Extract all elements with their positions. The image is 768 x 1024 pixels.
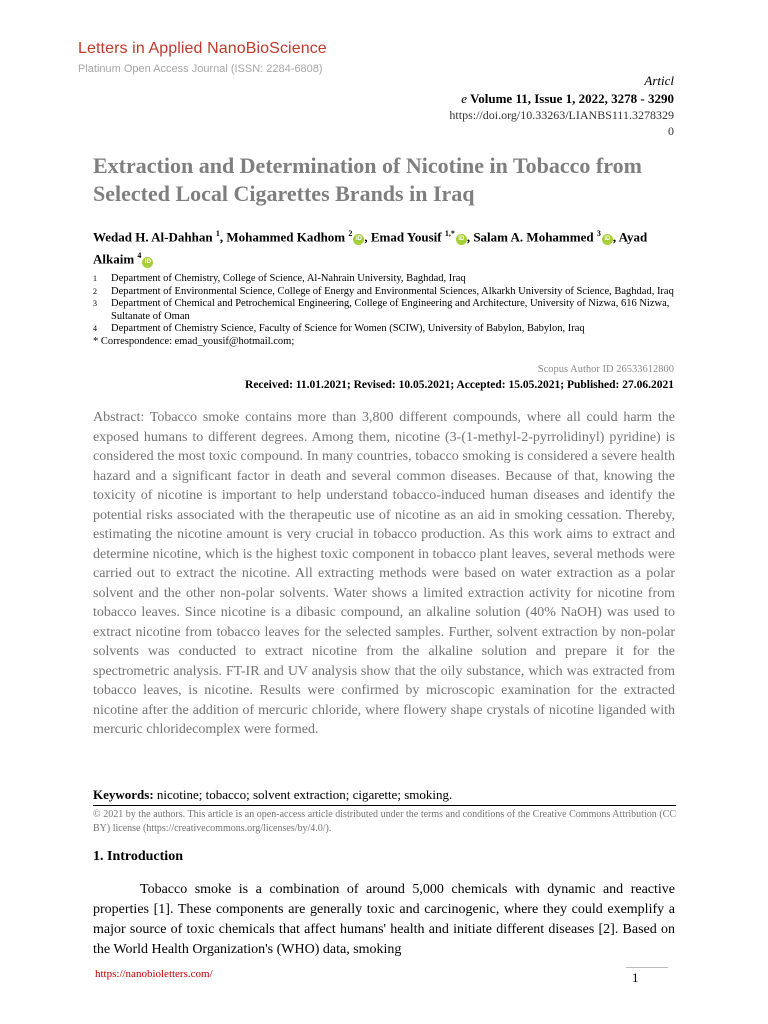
keywords: [93, 787, 676, 803]
author-name: Wedad H. Al-Dahhan: [93, 229, 216, 245]
affiliation-item: [93, 298, 676, 323]
affiliation-number: 4: [93, 324, 97, 334]
orcid-icon[interactable]: iD: [602, 234, 613, 245]
journal-name: Letters in Applied NanoBioScience: [78, 40, 327, 57]
affiliation-number: 1: [93, 274, 97, 283]
affiliation-number: 2: [93, 286, 97, 296]
affiliation-text: Department of Chemistry, College of Science, Al-Nahrain University, Baghdad, Iraq: [111, 273, 466, 284]
doi-link-tail[interactable]: 0: [668, 124, 674, 138]
affiliation-text: Department of Chemical and Petrochemical Engineering, College of Engineering and Architecture, University of Nizwa, 616 Nizwa, Sultanate of Oman: [111, 298, 670, 322]
footer-website-link[interactable]: https://nanobioletters.com/: [95, 968, 213, 980]
affiliation-item: [93, 273, 676, 286]
author-affiliation-mark: 1: [215, 229, 220, 238]
orcid-icon[interactable]: iD: [142, 257, 153, 268]
author-name: Salam A. Mohammed: [473, 229, 597, 245]
section-heading: 1. Introduction: [93, 849, 183, 864]
journal-subtitle: Platinum Open Access Journal (ISSN: 2284-6808): [78, 63, 323, 75]
author-name: Ayad Alkaim: [93, 229, 648, 267]
keywords-text: nicotine; tobacco; solvent extraction; cigarette; smoking.: [153, 787, 453, 802]
affiliation-item: [93, 286, 676, 299]
author-affiliation-mark: 3: [596, 229, 601, 238]
page-number: 1: [632, 970, 639, 985]
publication-dates: Received: 11.01.2021; Revised: 10.05.2021; Accepted: 15.05.2021; Published: 27.06.2021: [245, 379, 674, 391]
keywords-label: Keywords:: [93, 787, 154, 802]
article-type: Articl: [644, 73, 674, 88]
affiliations: [93, 273, 676, 349]
author-name: Mohammed Kadhom: [226, 229, 349, 245]
volume-info: [461, 91, 674, 107]
affiliation-item: [93, 323, 676, 336]
doi-link[interactable]: https://doi.org/10.33263/LIANBS111.3278329: [449, 108, 674, 122]
divider: [93, 805, 676, 806]
volume-prefix: e: [461, 91, 468, 106]
license-notice: © 2021 by the authors. This article is an open-access article distributed under the terms and conditions of the Creative Commons Attribution (CC BY) license (https://creativecommons.org/licenses/by/4.0/).: [93, 809, 676, 834]
author-name: Emad Yousif: [370, 229, 445, 245]
author-affiliation-mark: 4: [137, 251, 142, 261]
paper-title: Extraction and Determination of Nicotine in Tobacco from Selected Local Cigarettes Brands in Iraq: [93, 153, 642, 206]
volume-text: Volume 11, Issue 1, 2022, 3278 - 3290: [470, 91, 674, 106]
affiliation-text: Department of Chemistry Science, Faculty of Science for Women (SCIW), University of Babylon, Babylon, Iraq: [111, 323, 585, 335]
affiliation-number: 3: [93, 299, 97, 309]
author-list: Wedad H. Al-Dahhan $^1$, Mohammed Kadhom $^2$iD , Emad Yousif $^{1,*}$iD , Salam A. Mohammed $^3$iD , Ayad Alkaim $^4$iD: [93, 229, 648, 267]
orcid-icon[interactable]: iD: [456, 234, 467, 245]
author-affiliation-mark: 1,*: [444, 229, 455, 238]
abstract: Abstract: Tobacco smoke contains more than 3,800 different compounds, where all could harm the exposed humans to different degrees. Among them, nicotine (3-(1-methyl-2-pyrrolidinyl) pyridine) is considered the most toxic compound. In many countries, tobacco smoking is considered a severe health hazard and a significant factor in death and several common diseases. Because of that, knowing the toxicity of nicotine is important to help understand tobacco-induced human diseases and identify the potential risks associated with the therapeutic use of nicotine as an aid in smoking cessation. Thereby, estimating the nicotine amount is very crucial in tobacco production. As this work aims to extract and determine nicotine, which is the highest toxic component in tobacco plant leaves, several methods were carried out to extract the nicotine. All extracting methods were based on water extraction as a polar solvent and the other non-polar solvents. Water shows a limited extraction activity for nicotine from tobacco leaves. Since nicotine is a dibasic compound, an alkaline solution (40% NaOH) was used to extract nicotine from tobacco leaves for the selected samples. Further, solvent extraction by non-polar solvents was conducted to extract nicotine from the alkaline solution and prepare it for the spectrometric analysis. FT-IR and UV analysis show that the oily substance, which was extracted from tobacco leaves, is nicotine. Results were confirmed by microscopic examination for the extracted nicotine after the addition of mercuric chloride, where flowery shape crystals of nicotine liganded with mercuric chloridecomplex were formed.: [93, 410, 675, 737]
intro-paragraph: Tobacco smoke is a combination of around 5,000 chemicals with dynamic and reactive properties [1]. These components are generally toxic and carcinogenic, where they could exemplify a major source of toxic chemicals that affect humans' health and initiate different diseases [2]. Based on the World Health Organization's (WHO) data, smoking: [93, 882, 675, 957]
affiliation-text: Department of Environmental Science, College of Energy and Environmental Sciences, Alkarkh University of Science, Baghdad, Iraq: [111, 285, 674, 297]
orcid-icon[interactable]: iD: [353, 234, 364, 245]
footer-divider: [626, 967, 668, 968]
author-affiliation-mark: 2: [348, 229, 353, 238]
scopus-id: Scopus Author ID 26533612800: [537, 364, 674, 375]
correspondence: * Correspondence: emad_yousif@hotmail.com;: [93, 335, 295, 347]
